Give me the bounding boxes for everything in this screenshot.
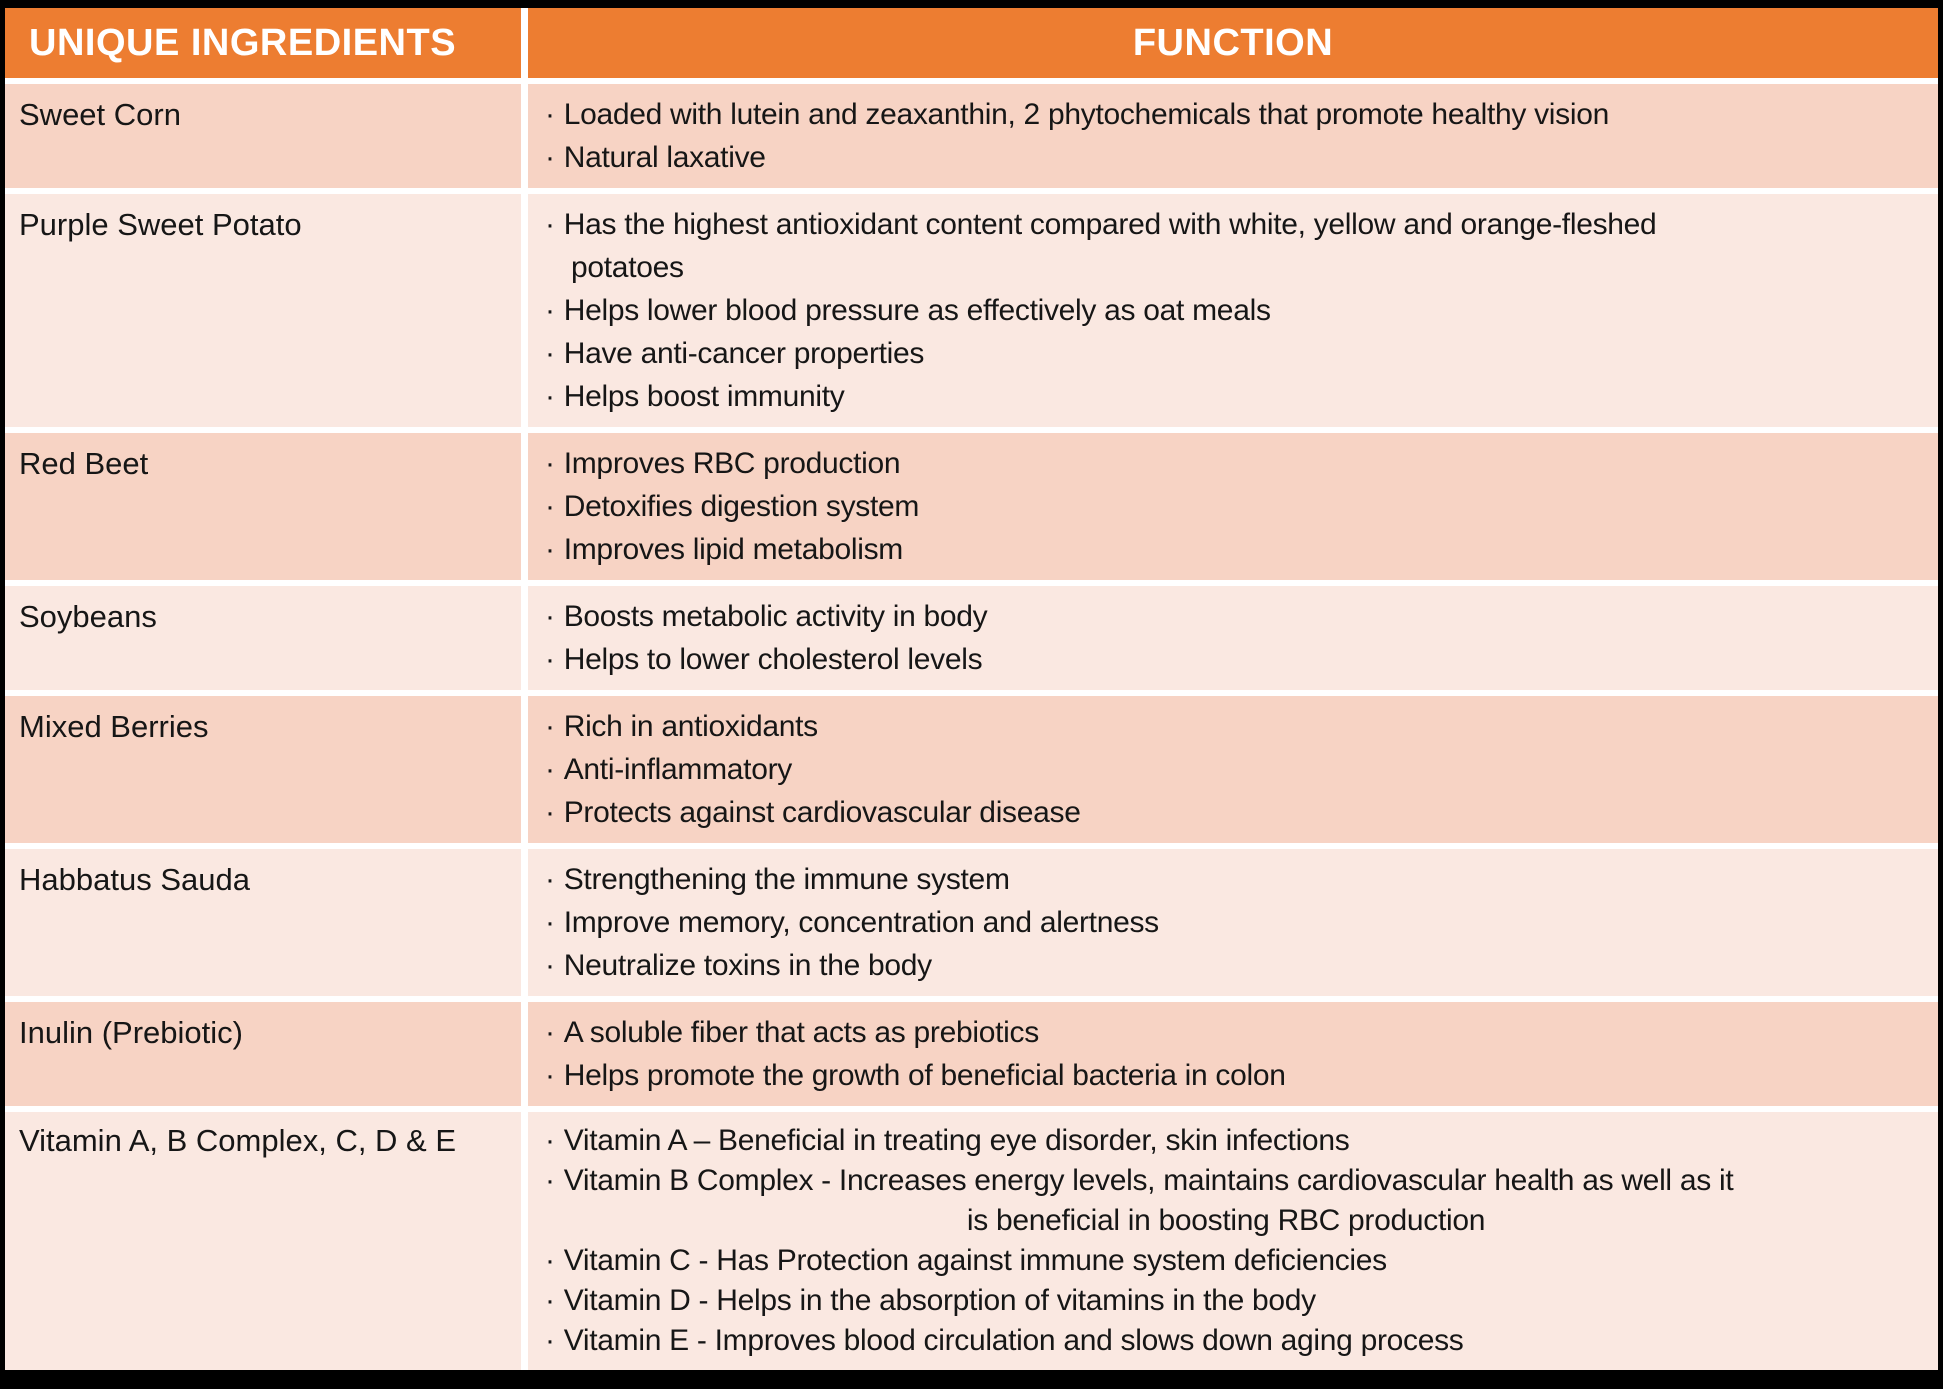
function-line: · Helps promote the growth of beneficial bacteria in colon (528, 1054, 1924, 1097)
bullet-icon: · (545, 1324, 555, 1357)
bullet-icon: · (545, 1016, 555, 1049)
bullet-icon: · (545, 600, 555, 633)
function-line: · Helps lower blood pressure as effectively as oat meals (528, 289, 1924, 332)
bullet-icon: · (545, 141, 555, 174)
table-row (5, 1112, 1938, 1370)
table-row (5, 586, 1938, 690)
ingredients-table (5, 8, 1938, 1370)
table-row (5, 84, 1938, 188)
function-line: · Neutralize toxins in the body (528, 944, 1924, 987)
table-row (5, 433, 1938, 580)
function-line: · Protects against cardiovascular disease (528, 791, 1924, 834)
ingredient-cell: Sweet Corn (5, 84, 521, 188)
bullet-icon: · (545, 294, 555, 327)
ingredient-cell: Soybeans (5, 586, 521, 690)
bullet-icon: · (545, 949, 555, 982)
bullet-icon: · (545, 753, 555, 786)
function-line: · Improves RBC production (528, 442, 1924, 485)
function-line: · Improve memory, concentration and alertness (528, 901, 1924, 944)
bullet-icon: · (545, 643, 555, 676)
bullet-icon: · (545, 1124, 555, 1157)
function-line: · Improves lipid metabolism (528, 528, 1924, 571)
bullet-icon: · (545, 337, 555, 370)
function-cell (528, 696, 1938, 843)
function-cell (528, 586, 1938, 690)
function-line: · Vitamin B Complex - Increases energy levels, maintains cardiovascular health as well as it (528, 1161, 1924, 1201)
header-function: FUNCTION (528, 8, 1938, 78)
function-line: · Boosts metabolic activity in body (528, 595, 1924, 638)
bullet-icon: · (545, 208, 555, 241)
function-line-continuation: potatoes (571, 251, 684, 284)
ingredient-cell: Habbatus Sauda (5, 849, 521, 996)
ingredient-cell: Mixed Berries (5, 696, 521, 843)
function-line: · Vitamin D - Helps in the absorption of vitamins in the body (528, 1281, 1924, 1321)
function-line: · Have anti-cancer properties (528, 332, 1924, 375)
table-row (5, 194, 1938, 427)
function-cell (528, 849, 1938, 996)
function-line: · Helps boost immunity (528, 375, 1924, 418)
table-row (5, 849, 1938, 996)
function-cell (528, 433, 1938, 580)
bullet-icon: · (545, 863, 555, 896)
function-cell (528, 1112, 1938, 1370)
function-line: · Helps to lower cholesterol levels (528, 638, 1924, 681)
function-line: · Vitamin A – Beneficial in treating eye disorder, skin infections (528, 1121, 1924, 1161)
table-row (5, 1002, 1938, 1106)
bullet-icon: · (545, 533, 555, 566)
function-line: · Anti-inflammatory (528, 748, 1924, 791)
bullet-icon: · (545, 1244, 555, 1277)
function-line: · Loaded with lutein and zeaxanthin, 2 phytochemicals that promote healthy vision (528, 93, 1924, 136)
function-line: · Vitamin E - Improves blood circulation and slows down aging process (528, 1321, 1924, 1361)
bullet-icon: · (545, 796, 555, 829)
bullet-icon: · (545, 447, 555, 480)
function-line: · Has the highest antioxidant content compared with white, yellow and orange-fleshed (528, 203, 1924, 246)
bullet-icon: · (545, 906, 555, 939)
ingredient-cell: Purple Sweet Potato (5, 194, 521, 427)
bullet-icon: · (545, 1164, 555, 1197)
function-line: · Natural laxative (528, 136, 1924, 179)
table-row (5, 696, 1938, 843)
header-unique-ingredients: UNIQUE INGREDIENTS (5, 8, 521, 78)
function-line: · Vitamin C - Has Protection against immune system deficiencies (528, 1241, 1924, 1281)
function-cell (528, 1002, 1938, 1106)
function-line: · Detoxifies digestion system (528, 485, 1924, 528)
ingredient-cell: Red Beet (5, 433, 521, 580)
function-cell (528, 194, 1938, 427)
bullet-icon: · (545, 710, 555, 743)
bullet-icon: · (545, 1284, 555, 1317)
bullet-icon: · (545, 98, 555, 131)
ingredient-cell: Inulin (Prebiotic) (5, 1002, 521, 1106)
ingredient-cell: Vitamin A, B Complex, C, D & E (5, 1112, 521, 1370)
bullet-icon: · (545, 1059, 555, 1092)
bullet-icon: · (545, 380, 555, 413)
function-line: · Strengthening the immune system (528, 858, 1924, 901)
function-line-continuation: is beneficial in boosting RBC production (966, 1204, 1486, 1237)
function-line: · Rich in antioxidants (528, 705, 1924, 748)
function-cell (528, 84, 1938, 188)
table-header-row (5, 8, 1938, 78)
function-line: · A soluble fiber that acts as prebiotics (528, 1011, 1924, 1054)
bullet-icon: · (545, 490, 555, 523)
